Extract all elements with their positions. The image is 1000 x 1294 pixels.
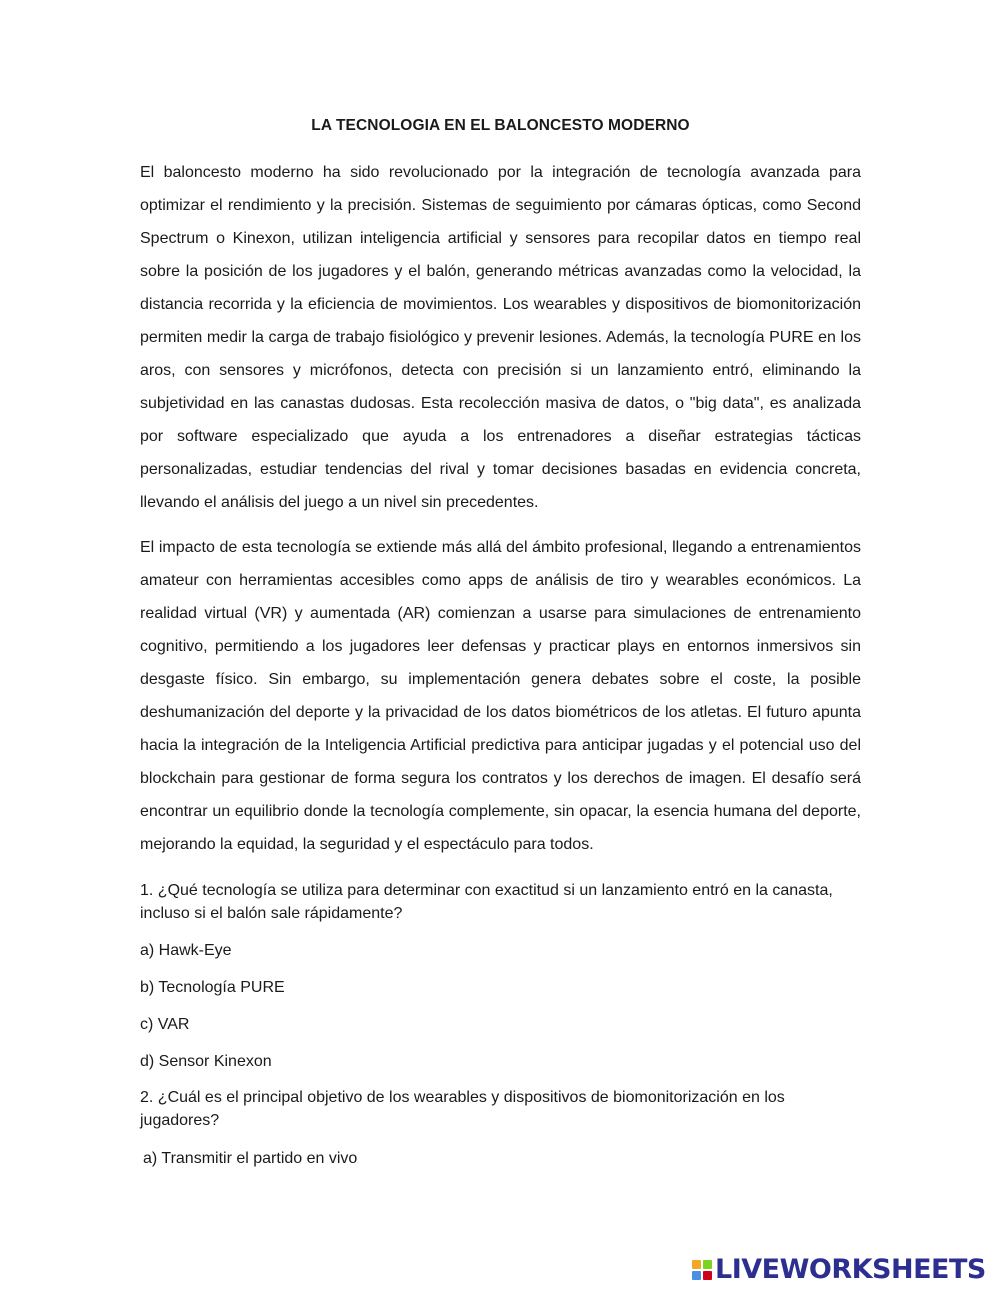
- question-1-option-c: c) VAR: [140, 1016, 190, 1033]
- liveworksheets-logo: [692, 1255, 986, 1285]
- logo-block: [703, 1260, 712, 1269]
- logo-block: [692, 1260, 701, 1269]
- logo-blocks-icon: [692, 1260, 712, 1280]
- question-2: 2. ¿Cuál es el principal objetivo de los wearables y dispositivos de biomonitorización en los jugadores?: [140, 1089, 785, 1129]
- document-title: LA TECNOLOGIA EN EL BALONCESTO MODERNO: [311, 117, 690, 134]
- question-2-option-a: a) Transmitir el partido en vivo: [143, 1150, 358, 1167]
- paragraph-2: El impacto de esta tecnología se extiende más allá del ámbito profesional, llegando a entrenamientos amateur con herramientas accesibles como apps de análisis de tiro y wearables económicos. La realidad virtual (VR) y aumentada (AR) comienzan a usarse para simulaciones de entrenamiento cognitivo, permitiendo a los jugadores leer defensas y practicar plays en entornos inmersivos sin desgaste físico. Sin embargo, su implementación genera debates sobre el coste, la posible deshumanización del deporte y la privacidad de los datos biométricos de los atletas. El futuro apunta hacia la integración de la Inteligencia Artificial predictiva para anticipar jugadas y el potencial uso del blockchain para gestionar de forma segura los contratos y los derechos de imagen. El desafío será encontrar un equilibrio donde la tecnología complemente, sin opacar, la esencia humana del deporte, mejorando la equidad, la seguridad y el espectáculo para todos.: [140, 539, 861, 853]
- question-1-option-b: b) Tecnología PURE: [140, 979, 285, 996]
- question-1-option-a: a) Hawk-Eye: [140, 942, 232, 959]
- logo-block: [703, 1271, 712, 1280]
- question-1: 1. ¿Qué tecnología se utiliza para determinar con exactitud si un lanzamiento entró en la canasta, incluso si el balón sale rápidamente?: [140, 882, 833, 922]
- logo-block: [692, 1271, 701, 1280]
- paragraph-1: El baloncesto moderno ha sido revolucionado por la integración de tecnología avanzada para optimizar el rendimiento y la precisión. Sistemas de seguimiento por cámaras ópticas, como Second Spectrum o Kinexon, utilizan inteligencia artificial y sensores para recopilar datos en tiempo real sobre la posición de los jugadores y el balón, generando métricas avanzadas como la velocidad, la distancia recorrida y la eficiencia de movimientos. Los wearables y dispositivos de biomonitorización permiten medir la carga de trabajo fisiológico y prevenir lesiones. Además, la tecnología PURE en los aros, con sensores y micrófonos, detecta con precisión si un lanzamiento entró, eliminando la subjetividad en las canastas dudosas. Esta recolección masiva de datos, o "big data", es analizada por software especializado que ayuda a los entrenadores a diseñar estrategias tácticas personalizadas, estudiar tendencias del rival y tomar decisiones basadas en evidencia concreta, llevando el análisis del juego a un nivel sin precedentes.: [140, 164, 861, 511]
- question-1-option-d: d) Sensor Kinexon: [140, 1053, 272, 1070]
- logo-text: LIVEWORKSHEETS: [715, 1254, 986, 1285]
